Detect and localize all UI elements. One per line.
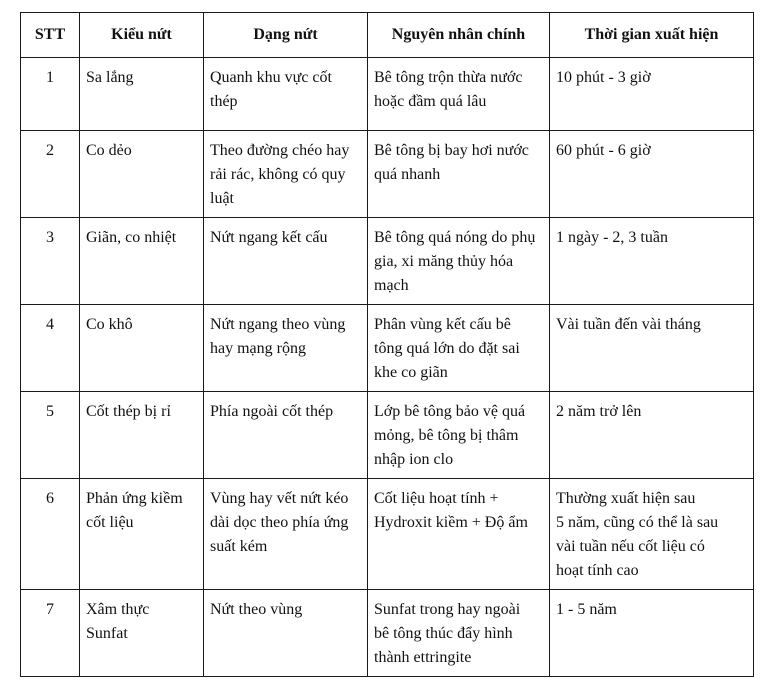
table-row [21, 305, 754, 392]
cell-main-cause: Cốt liệu hoạt tính + Hydroxit kiềm + Độ ẩm [368, 479, 550, 590]
header-crack-form: Dạng nứt [204, 13, 368, 58]
cell-crack-form: Nứt ngang kết cấu [204, 218, 368, 305]
cell-main-cause: Bê tông quá nóng do phụ gia, xi măng thủy hóa mạch [368, 218, 550, 305]
cell-appearance-time: 2 năm trở lên [550, 392, 754, 479]
cell-crack-type: Co khô [80, 305, 204, 392]
cell-crack-type: Sa lắng [80, 58, 204, 131]
table-row [21, 479, 754, 590]
cell-appearance-time: 1 - 5 năm [550, 590, 754, 677]
cell-crack-type: Xâm thực Sunfat [80, 590, 204, 677]
cell-appearance-time: 60 phút - 6 giờ [550, 131, 754, 218]
table-row [21, 58, 754, 131]
cell-appearance-time: 1 ngày - 2, 3 tuần [550, 218, 754, 305]
cell-appearance-time: 10 phút - 3 giờ [550, 58, 754, 131]
cell-crack-form: Phía ngoài cốt thép [204, 392, 368, 479]
cell-crack-type: Cốt thép bị rỉ [80, 392, 204, 479]
table-row [21, 590, 754, 677]
cell-crack-form: Quanh khu vực cốt thép [204, 58, 368, 131]
cell-main-cause: Lớp bê tông bảo vệ quá mỏng, bê tông bị thâm nhập ion clo [368, 392, 550, 479]
cell-crack-form: Theo đường chéo hay rải rác, không có quy luật [204, 131, 368, 218]
cell-crack-type: Co dẻo [80, 131, 204, 218]
cell-stt: 4 [21, 305, 80, 392]
cell-main-cause: Bê tông bị bay hơi nước quá nhanh [368, 131, 550, 218]
cell-main-cause: Sunfat trong hay ngoài bê tông thúc đẩy hình thành ettringite [368, 590, 550, 677]
header-appearance-time: Thời gian xuất hiện [550, 13, 754, 58]
table-row [21, 131, 754, 218]
cell-main-cause: Bê tông trộn thừa nước hoặc đầm quá lâu [368, 58, 550, 131]
table-header-row [21, 13, 754, 58]
header-stt: STT [21, 13, 80, 58]
cell-stt: 2 [21, 131, 80, 218]
cell-crack-type: Giãn, co nhiệt [80, 218, 204, 305]
table-row [21, 218, 754, 305]
header-crack-type: Kiểu nứt [80, 13, 204, 58]
cell-stt: 1 [21, 58, 80, 131]
cell-crack-form: Vùng hay vết nứt kéo dài dọc theo phía ứng suất kém [204, 479, 368, 590]
cell-stt: 3 [21, 218, 80, 305]
cell-appearance-time: Vài tuần đến vài tháng [550, 305, 754, 392]
crack-types-table [20, 12, 754, 677]
cell-appearance-time: Thường xuất hiện sau 5 năm, cũng có thể là sau vài tuần nếu cốt liệu có hoạt tính cao [550, 479, 754, 590]
cell-stt: 5 [21, 392, 80, 479]
cell-stt: 7 [21, 590, 80, 677]
table-row [21, 392, 754, 479]
cell-stt: 6 [21, 479, 80, 590]
header-main-cause: Nguyên nhân chính [368, 13, 550, 58]
cell-main-cause: Phân vùng kết cấu bê tông quá lớn do đặt sai khe co giãn [368, 305, 550, 392]
cell-crack-type: Phản ứng kiềm cốt liệu [80, 479, 204, 590]
cell-crack-form: Nứt ngang theo vùng hay mạng rộng [204, 305, 368, 392]
cell-crack-form: Nứt theo vùng [204, 590, 368, 677]
